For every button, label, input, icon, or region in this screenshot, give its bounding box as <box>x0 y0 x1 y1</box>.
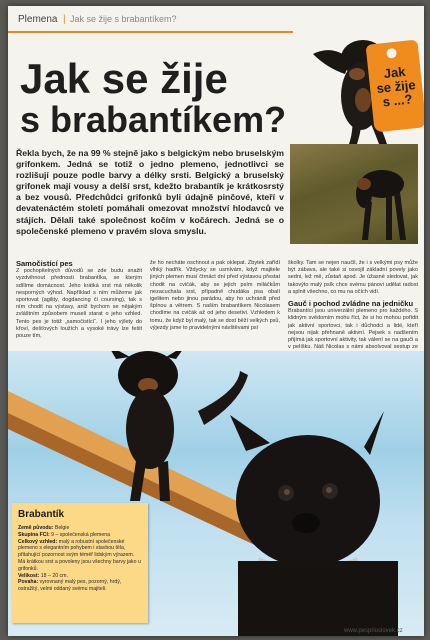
info-label-origin: Země původu: <box>18 525 54 531</box>
info-label-size: Velikost: <box>18 572 40 579</box>
info-body <box>18 525 142 593</box>
column-2 <box>150 260 280 332</box>
magazine-page <box>8 6 424 636</box>
subheading-samocistici: Samočistící pes <box>16 259 73 268</box>
title-tag-badge <box>366 40 424 133</box>
info-heading: Brabantík <box>18 509 65 520</box>
article-title-line2: s brabantíkem? <box>20 99 287 140</box>
info-label-fci: Skupina FCI: <box>18 531 50 538</box>
column-1-text: Z pochopitelných důvodů se zde budu snažit vyzdvihnout přednosti brabantíka, se kterým sdílíme domácnost. Jeho krátká srst má několik nesporných výhod. Například s ním můžeme jak sportovat (agility, dogdancing či coursing), tak s ním chodit na výstavy, aniž bychom se nějakým zvláštním způsobem museli starat o jeho vzhled. Tento pes je totiž „samočistící“. I jeho výlety do křoví, dešťových loužích a vysoké trávy lze řešit pouze tím, <box>16 268 142 340</box>
column-1 <box>16 260 142 340</box>
info-value-origin: Belgie <box>54 525 70 531</box>
breed-info-box <box>12 503 148 623</box>
header-separator: | <box>63 14 66 25</box>
column-3-text2: Brabantíci jsou univerzální plemeno pro každého. S klidným svědomím mohu říct, že si ho mohou pořídit jak aktivní sportovci, tak i důchodci a lidé, kteří nejsou nijak přehnaně aktivní. Pejsek s nadšením přijímá jak sportovní aktivity, tak válení se na gauči a v pelíšku. Náš Nicolas s námi absolvoval sestup ze <box>288 308 418 351</box>
tag-hole <box>386 48 397 59</box>
info-value-size: 18 – 20 cm. <box>40 572 68 579</box>
section-label: Plemena <box>18 14 58 25</box>
subheading-gauc: Gauč i pochod zvládne na jedničku <box>288 299 414 309</box>
column-2-text: že ho necháte oschnout a pak oklepat. Zbytek zařídí vlhký hadřík. Vždycky se usmívám, když majitele jiných plemen musí čtrnáct dní před výstavou přestat chodit na cvičák, aby se jejich psím miláčkům nezacuchala srst, případně chudáka psa obalí igelitem nebo jinou parádou, aby ho uchránili před špínou a větrem. S naším brabantíkem Nicolasem chodíme na cvičák až od jeho desetivi. Vzhledem k tomu, že když byl malý, tak se dost běží velkých psů, výjezdy jsme to pravidelnými návštěvami psí <box>150 260 280 331</box>
tag-text: Jak se žije s ...? <box>375 63 417 110</box>
dog-grass-photo <box>290 144 418 244</box>
info-label-appearance: Celkový vzhled: <box>18 538 58 545</box>
info-value-fci: 9 – společenská plemena <box>51 531 110 538</box>
article-title-line1: Jak se žije <box>20 55 228 102</box>
info-label-temperament: Povaha: <box>18 579 39 586</box>
info-value-temperament: vyrovnaný malý pes, pozorný, hrdý, ostražitý, velmi oddaný svému majiteli. <box>18 579 122 593</box>
column-3-text: školky. Tam se nejen naučil, že i s velkými psy může být zábava, ale také si osvojil základní povely jako sedni, lež mě, zůstaň apod. Je úžasné sledovat, jak takovýto malý psík chce svému pánovi udělat radost a splnit všechno, co mu na očích vidí. <box>288 260 418 295</box>
lead-paragraph: Řekla bych, že na 99 % stejně jako s belgickým nebo bruselským grifonkem. Jedná se totiž o jedno plemeno, jednotlivci se rozlišují pouze podle barvy a délky srsti. Belgický a bruselský grifonek mají vousy a delší srst, kdežto brabantík je krátkosrstý a bez vousů. Předchůdci grifonků byli údajně pinčové, kteří v devatenáctém století pomáhali omezovat množství hlodavců ve stájích. Dělali také společnost kočím v kočárech. Jedná se o společenské plemeno v pravém slova smyslu. <box>16 148 284 236</box>
footer-url: www.pesprioslovek.cz <box>344 628 403 634</box>
info-value-appearance: malý a robustní společenské plemeno s elegantním pohybem i stavbou těla, přitahující pozornost svým téměř lidským výrazem. Má krátkou srst a povoleny jsou všechny barvy jako u grifonků. <box>18 538 141 572</box>
dog-standing-illustration <box>290 144 418 244</box>
header-subtitle: Jak se žije s brabantíkem? <box>70 14 177 24</box>
header-rule <box>8 31 298 33</box>
